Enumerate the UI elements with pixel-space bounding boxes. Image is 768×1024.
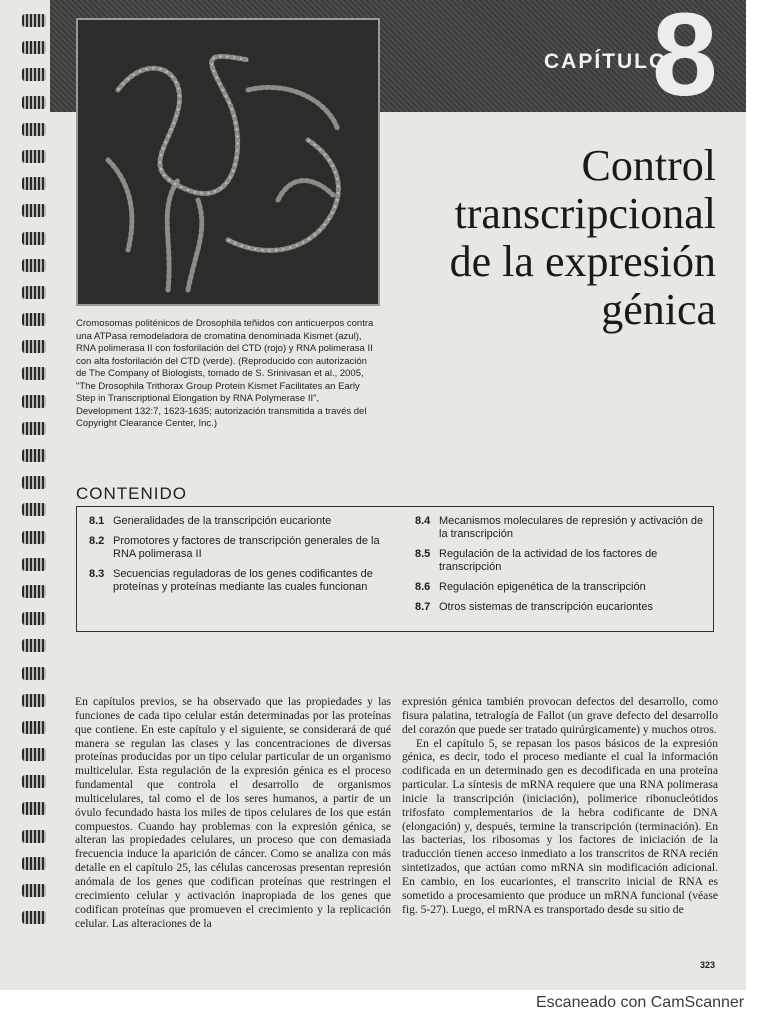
chapter-title-line: de la expresión [449,237,716,286]
figure-caption: Cromosomas politénicos de Drosophila teñidos con anticuerpos contra una ATPasa remodeladora de cromatina denominada Kismet (azul), RNA polimerasa II con fosforilación del CTD (rojo) y RNA polimerasa II con alta fosforilación del CTD (verde). (Reproducido con autorización de The Company of Biologists, tomado de S. Srinivasan et al., 2005, "The Drosophila Trithorax Group Protein Kismet Facilitates an Early Step in Transcriptional Elongation by RNA Polymerase II", Development 132:7, 1623-1635; autorización transmitida a través del Copyright Clearance Center, Inc.) [76,318,374,429]
body-paragraph: En el capítulo 5, se repasan los pasos básicos de la expresión génica, es decir, todo el proceso mediante el cual la información codificada en un determinado gen es decodificada en una proteína particular. La síntesis de mRNA requiere que una RNA polimerasa inicie la transcripción (iniciación), polimerice ribonucleótidos trifosfato complementarios de la hebra codificante de DNA (elongación) y, después, termine la transcripción (terminación). En las bacterias, los ribosomas y los factores de iniciación de la traducción tienen acceso inmediato a los transcritos de RNA recién sintetizados, que actúan como mRNA sin modificación adicional. En cambio, en los eucariontes, el transcrito inicial de RNA es sometido a procesamiento que produce un mRNA funcional (véase fig. 5-27). Luego, el mRNA es transportado desde su sitio de [402,736,718,916]
body-paragraph: En capítulos previos, se ha observado que las propiedades y las funciones de cada tipo celular están determinadas por las proteínas que contiene. En este capítulo y el siguiente, se considerará de qué manera se regulan las clases y las concentraciones de diversas proteínas producidas por un tipo celular particular de un organismo multicelular. Esta regulación de la expresión génica es el proceso fundamental que controla el desarrollo de organismos multicelulares, tal como el de los seres humanos, a partir de un óvulo fecundado hasta los miles de tipos celulares de los que están compuestos. Cuando hay problemas con la expresión génica, se alteran las propiedades celulares, un proceso que con demasiada frecuencia induce la aparición de cáncer. Como se analiza con más detalle en el capítulo 25, las células cancerosas presentan represión anómala de los genes que codifican proteínas que restringen el crecimiento celular y activación inapropiada de los genes que codifican proteínas que promueven el crecimiento y la replicación celular. Las alteraciones de la [75,695,391,930]
chapter-title-line: transcripcional [454,189,716,238]
chapter-title-line: génica [601,285,716,334]
contents-box [76,506,714,632]
body-paragraph: expresión génica también provocan defectos del desarrollo, como fisura palatina, tetralogía de Fallot (un grave defecto del desarrollo del corazón que puede ser tratado quirúrgicamente) y muchos otros. [402,695,718,736]
chromosome-micrograph [76,18,380,306]
contents-column-right [415,515,707,621]
contents-column-left [89,515,389,601]
contents-item: 8.4 Mecanismos moleculares de represión y activación de la transcripción [415,515,704,540]
contents-item: 8.1 Generalidades de la transcripción eucarionte [89,515,332,527]
body-column-right [402,695,718,917]
contents-item: 8.2 Promotores y factores de transcripción generales de la RNA polimerasa II [89,535,380,560]
contents-item: 8.6 Regulación epigenética de la transcripción [415,581,646,593]
contents-heading: CONTENIDO [76,484,187,503]
spiral-binding [22,14,52,938]
page-number: 323 [700,960,716,970]
scanner-watermark: Escaneado con CamScanner [536,994,745,1011]
chapter-label: CAPÍTULO [544,50,668,73]
chapter-title [400,142,716,334]
body-column-left [75,695,391,930]
contents-item: 8.7 Otros sistemas de transcripción eucariontes [415,601,653,613]
chapter-title-line: Control [581,141,716,190]
contents-item: 8.3 Secuencias reguladoras de los genes codificantes de proteínas y proteínas mediante las cuales funcionan [89,568,373,593]
chapter-number: 8 [652,0,718,121]
contents-item: 8.5 Regulación de la actividad de los factores de transcripción [415,548,658,573]
